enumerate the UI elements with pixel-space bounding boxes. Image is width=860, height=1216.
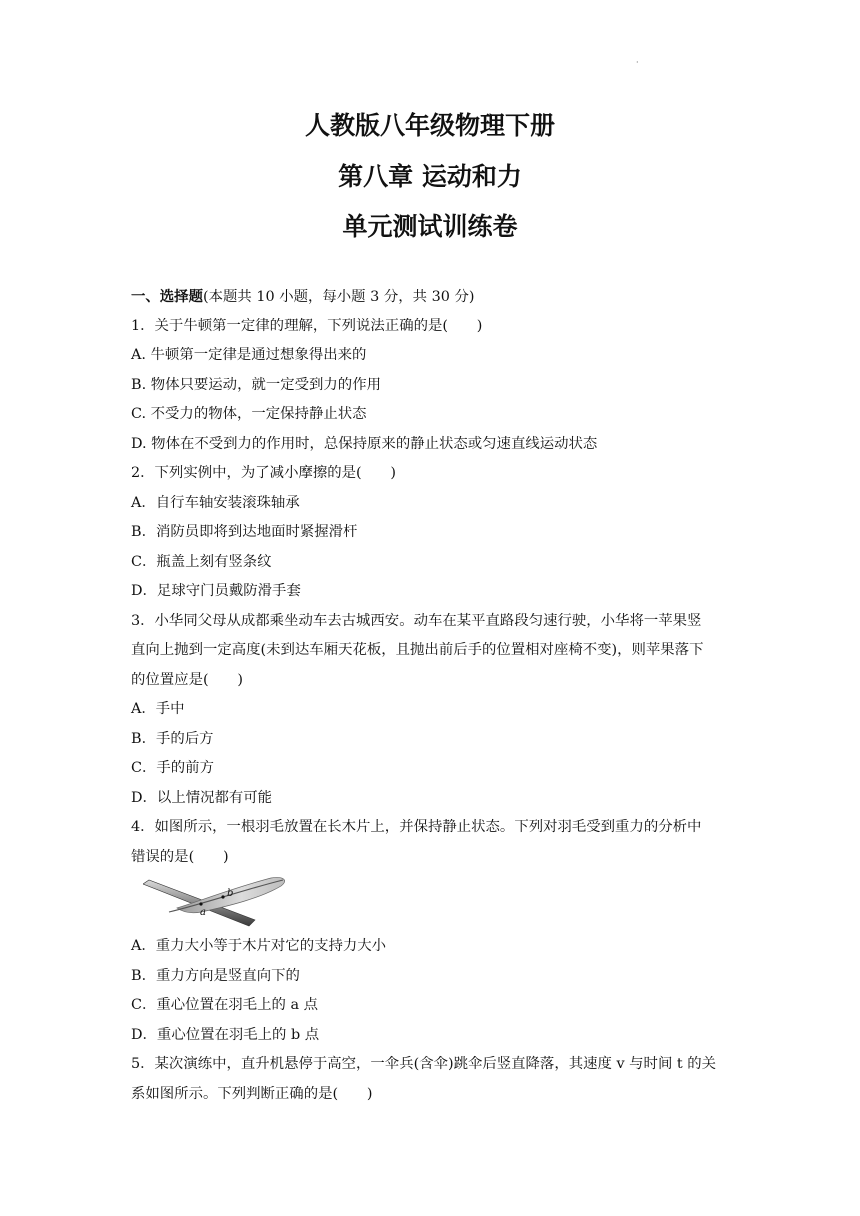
question-4-option-b: B．重力方向是竖直向下的 (131, 967, 300, 984)
test-title: 单元测试训练卷 (342, 212, 518, 241)
question-2-option-d: D．足球守门员戴防滑手套 (131, 583, 301, 599)
question-1-option-d: D. 物体在不受到力的作用时，总保持原来的静止状态或匀速直线运动状态 (131, 435, 598, 452)
question-list (131, 282, 731, 1109)
point-b-label: b (227, 888, 234, 899)
question-4-stem-line-1: 4．如图所示，一根羽毛放置在长木片上，并保持静止状态。下列对羽毛受到重力的分析中 (131, 819, 702, 835)
question-1-option-b: B. 物体只要运动，就一定受到力的作用 (131, 376, 381, 393)
question-2-option-c: C．瓶盖上刻有竖条纹 (131, 553, 272, 570)
document-title: 人教版八年级物理下册 (304, 111, 555, 140)
question-3-stem-line-1: 3．小华同父母从成都乘坐动车去古城西安。动车在某平直路段匀速行驶，小华将一苹果竖 (131, 612, 702, 629)
question-1-option-c: C. 不受力的物体，一定保持静止状态 (131, 406, 367, 422)
question-2-option-a: A．自行车轴安装滚珠轴承 (131, 494, 300, 511)
question-1-option-a: A. 牛顿第一定律是通过想象得出来的 (131, 347, 367, 363)
point-b-marker (221, 895, 224, 898)
question-5-stem-line-1: 5．某次演练中，直升机悬停于高空，一伞兵(含伞)跳伞后竖直降落，其速度 v 与时间 t 的关 (131, 1056, 717, 1072)
corner-mark: · (636, 58, 639, 67)
question-3-option-c: C．手的前方 (131, 760, 214, 776)
question-3-option-d: D．以上情况都有可能 (131, 789, 273, 806)
question-3-option-b: B．手的后方 (131, 730, 214, 747)
point-a-label: a (200, 907, 206, 918)
point-a-marker (199, 902, 202, 905)
question-5-stem-line-2: 系如图所示。下列判断正确的是( ) (131, 1085, 373, 1102)
question-1-stem: 1．关于牛顿第一定律的理解，下列说法正确的是( ) (131, 317, 483, 334)
question-3-stem-line-3: 的位置应是( ) (131, 671, 243, 688)
question-4-option-a: A．重力大小等于木片对它的支持力大小 (131, 938, 387, 954)
feather-on-stick-image (143, 874, 293, 930)
question-4-option-d: D．重心位置在羽毛上的 b 点 (131, 1026, 320, 1043)
section-label: 一、选择题 (131, 288, 203, 305)
question-4-option-c: C．重心位置在羽毛上的 a 点 (131, 997, 319, 1013)
question-3-option-a: A．手中 (131, 701, 185, 717)
question-4-stem-line-2: 错误的是( ) (131, 848, 229, 865)
question-3-stem-line-2: 直向上抛到一定高度(未到达车厢天花板，且抛出前后手的位置相对座椅不变)，则苹果落下 (131, 642, 704, 658)
question-2-stem: 2．下列实例中，为了减小摩擦的是( ) (131, 465, 397, 481)
section-note: (本题共 10 小题，每小题 3 分，共 30 分) (202, 289, 475, 305)
chapter-title: 第八章 运动和力 (338, 162, 522, 191)
question-2-option-b: B．消防员即将到达地面时紧握滑杆 (131, 524, 358, 540)
feather-figure (131, 872, 731, 932)
section-heading (131, 282, 731, 312)
